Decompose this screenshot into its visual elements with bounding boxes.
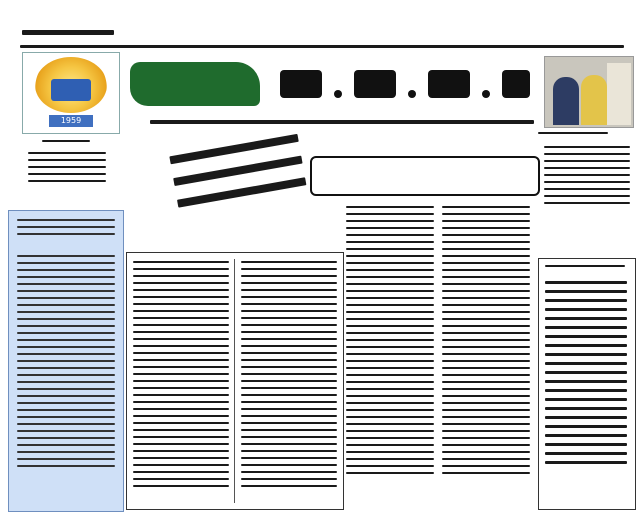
logo-year: 1959 <box>49 115 93 127</box>
left-blue-column <box>8 210 124 512</box>
header-left-label <box>22 24 114 46</box>
article-box <box>126 252 344 510</box>
photo-person-2 <box>581 75 607 125</box>
photo-person-1 <box>553 77 579 125</box>
masthead-dotted-block <box>280 70 530 100</box>
header-photo <box>544 56 634 128</box>
logo-box <box>22 52 120 134</box>
masthead-glyph-block <box>130 62 260 106</box>
photo-caption-block <box>538 132 634 232</box>
masthead-title <box>130 56 550 112</box>
photo-building <box>607 63 631 125</box>
middle-body-columns <box>346 206 532 506</box>
outlined-headline <box>310 150 536 200</box>
contents-box <box>538 258 636 510</box>
logo-book-icon <box>51 79 91 101</box>
left-info-block <box>22 140 122 200</box>
